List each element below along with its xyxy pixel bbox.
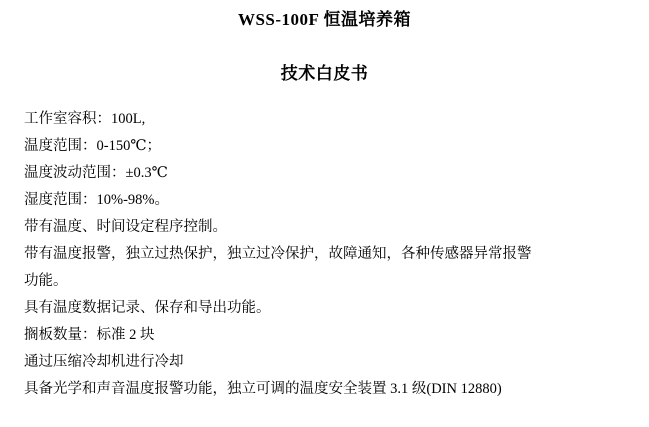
body-line: 温度范围：0-150℃； xyxy=(24,138,162,154)
body-line: 功能。 xyxy=(24,273,68,289)
document-subtitle: 技术白皮书 xyxy=(280,64,369,83)
document-page xyxy=(0,8,649,427)
body-line: 带有温度报警，独立过热保护，独立过冷保护，故障通知，各种传感器异常报警 xyxy=(24,246,532,262)
document-title: WSS-100F 恒温培养箱 xyxy=(237,10,412,29)
body-line: 湿度范围：10%-98%。 xyxy=(24,192,169,208)
document-body xyxy=(0,106,649,403)
body-line: 工作室容积：100L, xyxy=(24,111,146,127)
body-line: 温度波动范围：±0.3℃ xyxy=(24,165,168,181)
body-line: 具备光学和声音温度报警功能，独立可调的温度安全装置 3.1 级(DIN 12880) xyxy=(24,381,502,397)
body-line: 具有温度数据记录、保存和导出功能。 xyxy=(24,300,271,316)
body-line: 通过压缩冷却机进行冷却 xyxy=(24,354,184,370)
body-line: 带有温度、时间设定程序控制。 xyxy=(24,219,227,235)
body-line: 搁板数量：标准 2 块 xyxy=(24,327,155,343)
